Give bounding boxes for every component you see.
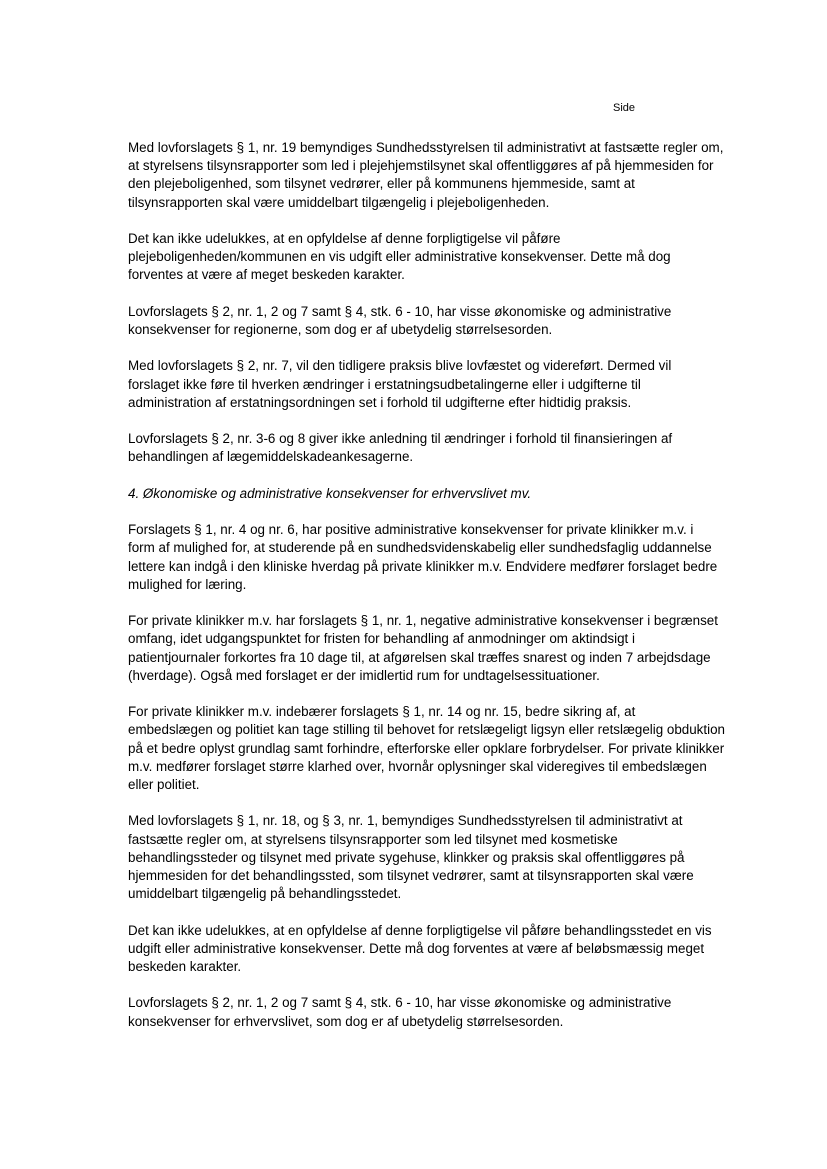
section-heading-4: 4. Økonomiske og administrative konsekvenser for erhvervslivet mv. (128, 485, 532, 501)
paragraph-p7: For private klinikker m.v. har forslagets § 1, nr. 1, negative administrative konsekvenser i begrænset omfang, idet udgangspunktet for fristen for behandling af anmodninger om aktindsigt i patientjournaler forkortes fra 10 dage til, at afgørelsen skal træffes snarest og inden 7 arbejdsdage (hverdage). Også med forslaget er der imidlertid rum for undtagelsessituationer. (128, 613, 718, 683)
paragraph-p1: Med lovforslagets § 1, nr. 19 bemyndiges Sundhedsstyrelsen til administrativt at fastsætte regler om, at styrelsens tilsynsrapporter som led i plejehjemstilsynet skal offentliggøres af på hjemmesiden for den plejeboligenhed, som tilsynet vedrører, eller på kommunens hjemmeside, samt at tilsynsrapporten skal være umiddelbart tilgængelig i plejeboligenheden. (128, 140, 724, 210)
page-label: Side (613, 102, 636, 114)
paragraph-p2: Det kan ikke udelukkes, at en opfyldelse af denne forpligtigelse vil påføre plejeboligenheden/kommunen en vis udgift eller administrative konsekvenser. Dette må dog forventes at være af meget beskeden karakter. (128, 231, 671, 283)
document-body (128, 139, 758, 1031)
paragraph-p8: For private klinikker m.v. indebærer forslagets § 1, nr. 14 og nr. 15, bedre sikring af, at embedslægen og politiet kan tage stilling til behovet for retslægeligt ligsyn eller retslægelig obduktion på et bedre oplyst grundlag samt forhindre, efterforske eller opklare forbrydelser. For private klinikker m.v. medfører forslaget større klarhed over, hvornår oplysninger skal videregives til embedslægen eller politiet. (128, 704, 725, 792)
paragraph-p4: Med lovforslagets § 2, nr. 7, vil den tidligere praksis blive lovfæstet og videreført. Dermed vil forslaget ikke føre til hverken ændringer i erstatningsudbetalingerne eller i udgifterne til administration af erstatningsordningen set i forhold til udgifterne efter hidtidig praksis. (128, 358, 672, 410)
paragraph-p5: Lovforslagets § 2, nr. 3-6 og 8 giver ikke anledning til ændringer i forhold til finansieringen af behandlingen af lægemiddelskadeankesagerne. (128, 431, 673, 465)
paragraph-p3: Lovforslagets § 2, nr. 1, 2 og 7 samt § 4, stk. 6 - 10, har visse økonomiske og administrative konsekvenser for regionerne, som dog er af ubetydelig størrelsesorden. (128, 303, 672, 337)
paragraph-p6: Forslagets § 1, nr. 4 og nr. 6, har positive administrative konsekvenser for private klinikker m.v. i form af mulighed for, at studerende på en sundhedsvidenskabelig eller sundhedsfaglig uddannelse lettere kan indgå i den kliniske hverdag på private klinikker m.v. Endvidere medfører forslaget bedre mulighed for læring. (128, 522, 718, 592)
paragraph-p9: Med lovforslagets § 1, nr. 18, og § 3, nr. 1, bemyndiges Sundhedsstyrelsen til administrativt at fastsætte regler om, at styrelsens tilsynsrapporter som led tilsynet med kosmetiske behandlingssteder og tilsynet med private sygehuse, klinkker og praksis skal offentliggøres på hjemmesiden for det behandlingssted, som tilsynet vedrører, samt at tilsynsrapporten skal være umiddelbart tilgængelig på behandlingsstedet. (128, 813, 694, 902)
paragraph-p10: Det kan ikke udelukkes, at en opfyldelse af denne forpligtigelse vil påføre behandlingsstedet en vis udgift eller administrative konsekvenser. Dette må dog forventes at være af beløbsmæssig meget beskeden karakter. (128, 922, 712, 974)
paragraph-p11: Lovforslagets § 2, nr. 1, 2 og 7 samt § 4, stk. 6 - 10, har visse økonomiske og administrative konsekvenser for erhvervslivet, som dog er af ubetydelig størrelsesorden. (128, 995, 672, 1029)
